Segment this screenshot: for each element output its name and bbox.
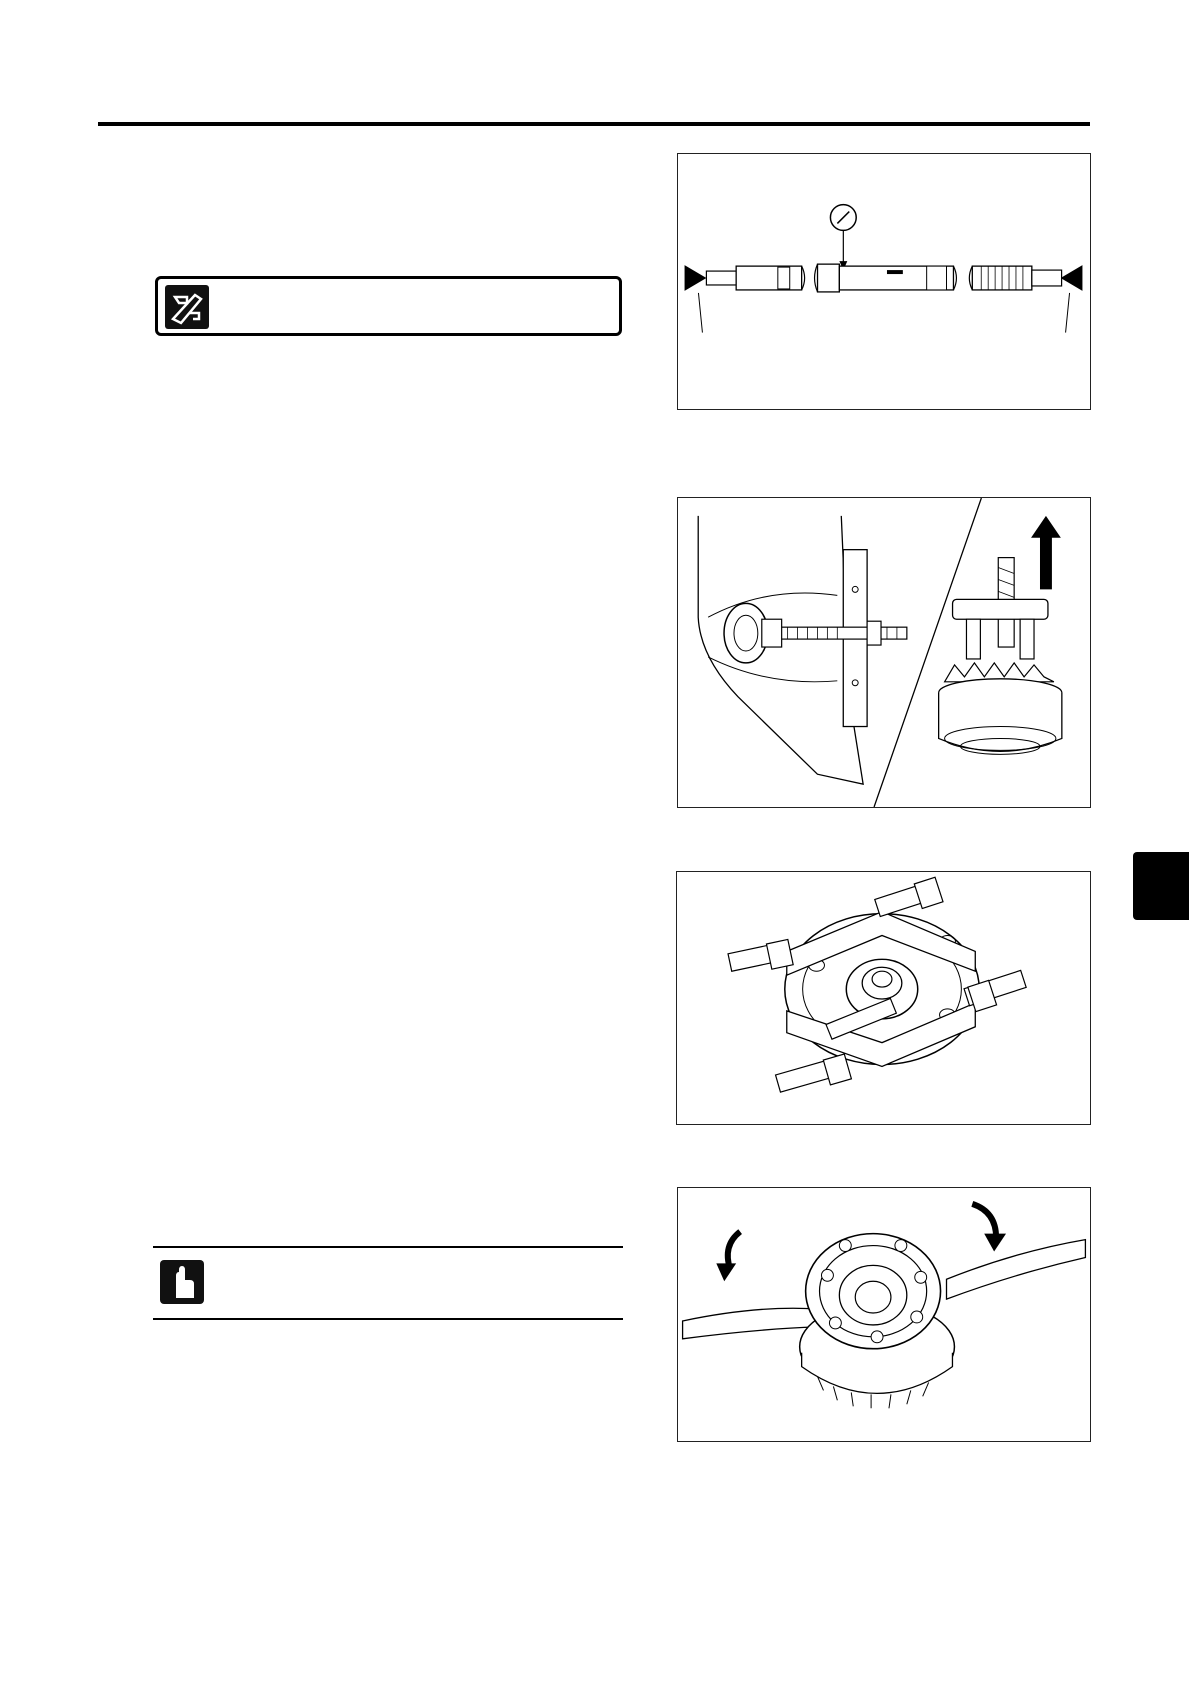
shaft-runout-illustration bbox=[678, 154, 1090, 409]
caliper-measure-icon bbox=[165, 285, 209, 329]
pointing-hand-note-icon bbox=[160, 1260, 204, 1304]
bearing-separator-illustration bbox=[677, 872, 1090, 1124]
header-rule bbox=[98, 122, 1090, 126]
note-rule-bottom bbox=[153, 1318, 623, 1320]
note-rule-top bbox=[153, 1246, 623, 1248]
figure-gear-puller bbox=[677, 497, 1091, 808]
figure-bearing-separator bbox=[676, 871, 1091, 1125]
chapter-side-tab bbox=[1133, 852, 1189, 920]
specification-box bbox=[155, 276, 622, 336]
gear-puller-illustration bbox=[678, 498, 1090, 807]
bearing-on-separator-illustration bbox=[678, 1188, 1090, 1441]
figure-shaft-runout bbox=[677, 153, 1091, 410]
figure-bearing-on-separator bbox=[677, 1187, 1091, 1442]
